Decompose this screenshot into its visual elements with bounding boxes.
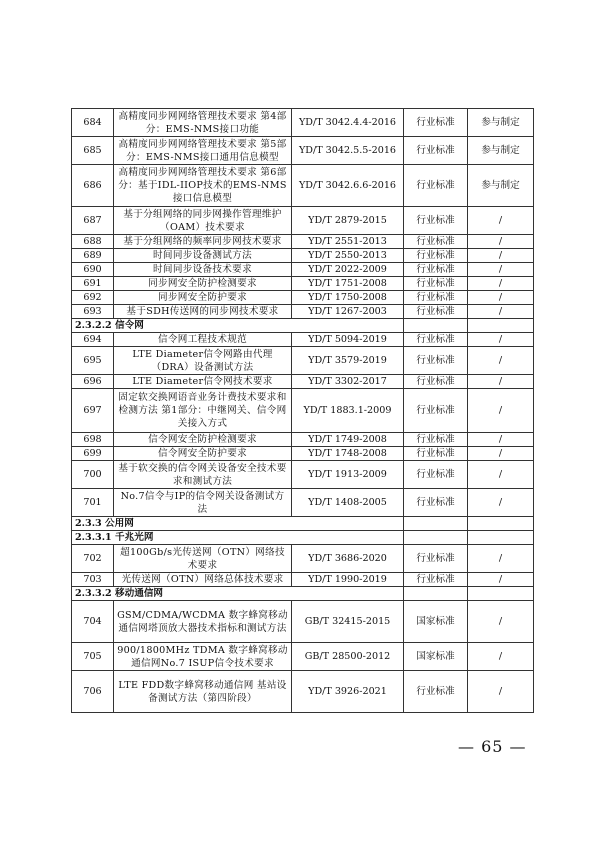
row-number: 684 [72,109,114,137]
standard-code: YD/T 1408-2005 [292,489,404,517]
participation-status: / [468,489,534,517]
standards-table [71,108,534,713]
table-row [72,461,534,489]
standard-code: YD/T 1750-2008 [292,291,404,305]
standard-title: 基于软交换的信令网关设备安全技术要求和测试方法 [114,461,292,489]
standard-category: 行业标准 [404,277,468,291]
row-number: 704 [72,601,114,643]
row-number: 703 [72,573,114,587]
standard-category: 行业标准 [404,389,468,433]
standard-category: 行业标准 [404,347,468,375]
row-number: 692 [72,291,114,305]
table-row [72,375,534,389]
standard-category: 行业标准 [404,109,468,137]
row-number: 694 [72,333,114,347]
standard-category: 行业标准 [404,447,468,461]
standard-category: 国家标准 [404,601,468,643]
standard-category: 行业标准 [404,375,468,389]
standard-category: 行业标准 [404,671,468,713]
standard-code: YD/T 2022-2009 [292,263,404,277]
standard-title: LTE FDD数字蜂窝移动通信网 基站设备测试方法（第四阶段） [114,671,292,713]
standard-code: YD/T 5094-2019 [292,333,404,347]
standard-category: 行业标准 [404,207,468,235]
section-blank-cell [404,517,468,531]
participation-status: 参与制定 [468,165,534,207]
section-header-row [72,517,534,531]
standards-table-body [72,109,534,713]
participation-status: / [468,291,534,305]
table-row [72,165,534,207]
standard-code: YD/T 1748-2008 [292,447,404,461]
table-row [72,573,534,587]
standard-code: YD/T 1883.1-2009 [292,389,404,433]
standard-code: GB/T 28500-2012 [292,643,404,671]
standard-title: 超100Gb/s光传送网（OTN）网络技术要求 [114,545,292,573]
standard-title: 高精度同步网网络管理技术要求 第5部分：EMS-NMS接口通用信息模型 [114,137,292,165]
row-number: 705 [72,643,114,671]
row-number: 690 [72,263,114,277]
participation-status: / [468,333,534,347]
table-row [72,263,534,277]
row-number: 687 [72,207,114,235]
participation-status: / [468,601,534,643]
standard-category: 行业标准 [404,249,468,263]
standard-code: YD/T 3042.6.6-2016 [292,165,404,207]
participation-status: 参与制定 [468,137,534,165]
participation-status: / [468,263,534,277]
section-label: 2.3.3.1 千兆光网 [72,531,404,545]
standard-title: 高精度同步网网络管理技术要求 第6部分：基于IDL-IIOP技术的EMS-NMS接口信息模型 [114,165,292,207]
standard-category: 行业标准 [404,263,468,277]
standard-code: GB/T 32415-2015 [292,601,404,643]
standard-category: 行业标准 [404,461,468,489]
table-row [72,489,534,517]
table-row [72,249,534,263]
standard-code: YD/T 1913-2009 [292,461,404,489]
standard-code: YD/T 1267-2003 [292,305,404,319]
standard-title: 信令网工程技术规范 [114,333,292,347]
section-blank-cell [468,587,534,601]
section-header-row [72,531,534,545]
standard-code: YD/T 2551-2013 [292,235,404,249]
standard-title: 基于SDH传送网的同步网技术要求 [114,305,292,319]
table-row [72,545,534,573]
standard-title: No.7信令与IP的信令网关设备测试方法 [114,489,292,517]
participation-status: / [468,207,534,235]
standard-title: 固定软交换网语音业务计费技术要求和检测方法 第1部分：中继网关、信令网关接入方式 [114,389,292,433]
table-row [72,433,534,447]
row-number: 706 [72,671,114,713]
table-row [72,277,534,291]
participation-status: / [468,643,534,671]
participation-status: / [468,305,534,319]
participation-status: / [468,545,534,573]
participation-status: / [468,235,534,249]
row-number: 693 [72,305,114,319]
standard-category: 行业标准 [404,235,468,249]
standard-title: 同步网安全防护要求 [114,291,292,305]
standard-category: 行业标准 [404,433,468,447]
standard-code: YD/T 1751-2008 [292,277,404,291]
standard-title: 基于分组网络的频率同步网技术要求 [114,235,292,249]
section-label: 2.3.3 公用网 [72,517,404,531]
standard-title: 同步网安全防护检测要求 [114,277,292,291]
standard-category: 行业标准 [404,333,468,347]
participation-status: / [468,375,534,389]
table-row [72,235,534,249]
standard-category: 行业标准 [404,489,468,517]
standard-code: YD/T 3042.5.5-2016 [292,137,404,165]
participation-status: / [468,461,534,489]
section-label: 2.3.3.2 移动通信网 [72,587,404,601]
standard-title: 信令网安全防护检测要求 [114,433,292,447]
table-row [72,601,534,643]
standard-code: YD/T 2879-2015 [292,207,404,235]
row-number: 689 [72,249,114,263]
standard-code: YD/T 3686-2020 [292,545,404,573]
row-number: 685 [72,137,114,165]
standard-title: 信令网安全防护要求 [114,447,292,461]
standard-title: 高精度同步网网络管理技术要求 第4部分：EMS-NMS接口功能 [114,109,292,137]
standard-code: YD/T 3042.4.4-2016 [292,109,404,137]
table-row [72,447,534,461]
participation-status: / [468,277,534,291]
table-row [72,207,534,235]
row-number: 697 [72,389,114,433]
table-row [72,389,534,433]
table-row [72,333,534,347]
standard-code: YD/T 3302-2017 [292,375,404,389]
section-label: 2.3.2.2 信令网 [72,319,404,333]
table-row [72,291,534,305]
standard-title: 基于分组网络的同步网操作管理维护（OAM）技术要求 [114,207,292,235]
standard-code: YD/T 2550-2013 [292,249,404,263]
standard-code: YD/T 1749-2008 [292,433,404,447]
standard-category: 行业标准 [404,291,468,305]
participation-status: / [468,447,534,461]
section-header-row [72,587,534,601]
standard-title: 光传送网（OTN）网络总体技术要求 [114,573,292,587]
row-number: 701 [72,489,114,517]
standard-title: 时间同步设备技术要求 [114,263,292,277]
section-blank-cell [468,531,534,545]
standard-code: YD/T 1990-2019 [292,573,404,587]
standard-title: 时间同步设备测试方法 [114,249,292,263]
row-number: 696 [72,375,114,389]
table-row [72,137,534,165]
row-number: 699 [72,447,114,461]
participation-status: / [468,347,534,375]
standard-title: GSM/CDMA/WCDMA 数字蜂窝移动通信网塔顶放大器技术指标和测试方法 [114,601,292,643]
participation-status: 参与制定 [468,109,534,137]
table-row [72,643,534,671]
row-number: 702 [72,545,114,573]
row-number: 698 [72,433,114,447]
row-number: 700 [72,461,114,489]
page-number: — 65 — [458,737,527,756]
participation-status: / [468,671,534,713]
standard-code: YD/T 3579-2019 [292,347,404,375]
standard-category: 行业标准 [404,305,468,319]
standard-category: 国家标准 [404,643,468,671]
row-number: 691 [72,277,114,291]
section-blank-cell [404,319,468,333]
participation-status: / [468,433,534,447]
section-blank-cell [404,531,468,545]
section-blank-cell [468,517,534,531]
standard-title: LTE Diameter信令网技术要求 [114,375,292,389]
participation-status: / [468,249,534,263]
standard-title: 900/1800MHz TDMA 数字蜂窝移动通信网No.7 ISUP信令技术要求 [114,643,292,671]
section-blank-cell [468,319,534,333]
standard-code: YD/T 3926-2021 [292,671,404,713]
standard-category: 行业标准 [404,573,468,587]
participation-status: / [468,573,534,587]
standard-category: 行业标准 [404,545,468,573]
participation-status: / [468,389,534,433]
table-row [72,347,534,375]
row-number: 686 [72,165,114,207]
standard-category: 行业标准 [404,165,468,207]
row-number: 695 [72,347,114,375]
section-header-row [72,319,534,333]
standard-category: 行业标准 [404,137,468,165]
standard-title: LTE Diameter信令网路由代理（DRA）设备测试方法 [114,347,292,375]
table-row [72,305,534,319]
row-number: 688 [72,235,114,249]
table-row [72,109,534,137]
section-blank-cell [404,587,468,601]
table-row [72,671,534,713]
